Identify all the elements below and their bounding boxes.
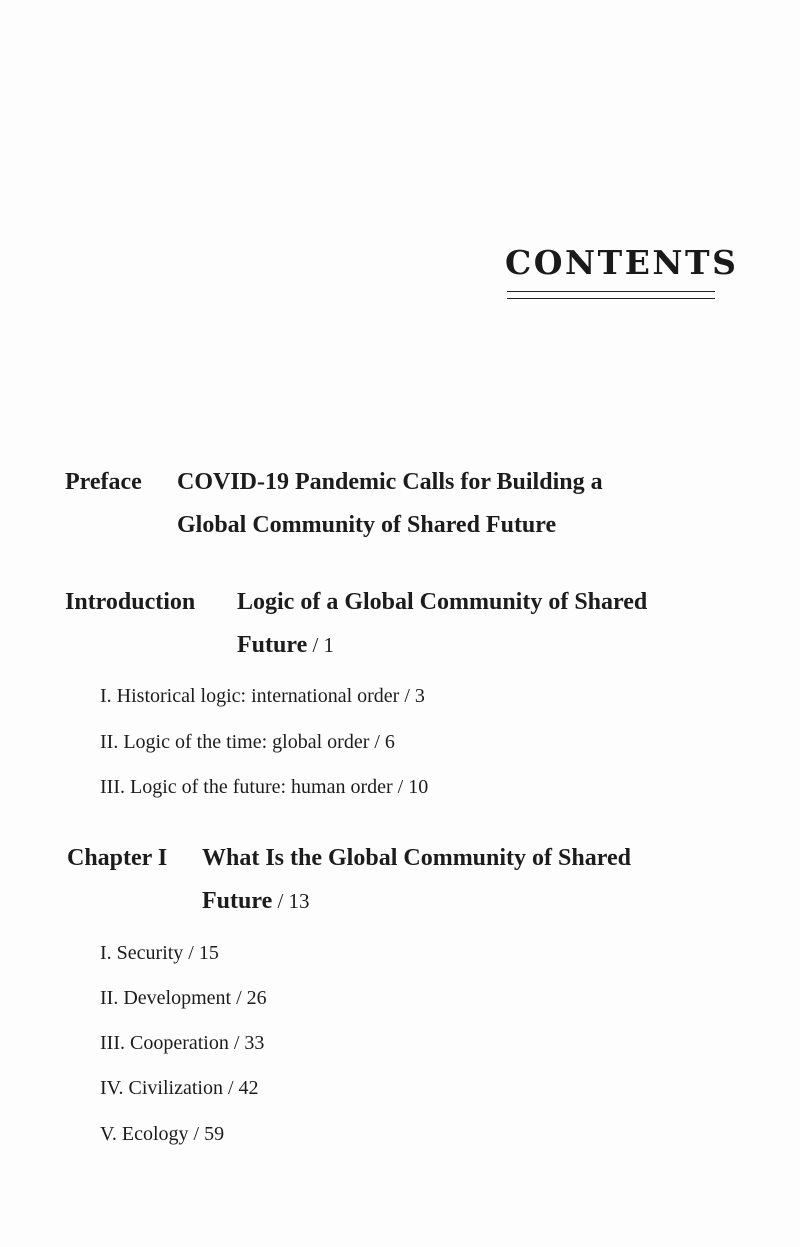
introduction-item-2: II. Logic of the time: global order / 6: [100, 731, 395, 753]
chapter1-label: Chapter I: [67, 845, 168, 871]
introduction-item-1: I. Historical logic: international order / 3: [100, 685, 425, 707]
chapter1-item-1: I. Security / 15: [100, 942, 219, 964]
chapter1-item-3: III. Cooperation / 33: [100, 1032, 265, 1054]
introduction-title-line2: [237, 630, 334, 660]
introduction-page: / 1: [307, 633, 335, 657]
chapter1-title-line2: [202, 886, 310, 916]
introduction-label: Introduction: [65, 589, 196, 615]
heading-rule-top: [507, 291, 715, 292]
chapter1-title-word: Future: [202, 888, 273, 914]
chapter1-page: / 13: [272, 889, 310, 913]
contents-heading: CONTENTS: [505, 243, 739, 282]
chapter1-item-4: IV. Civilization / 42: [100, 1077, 259, 1099]
introduction-title-line1: Logic of a Global Community of Shared: [237, 589, 648, 615]
chapter1-title-line1: What Is the Global Community of Shared: [202, 845, 631, 871]
introduction-item-3: III. Logic of the future: human order / 10: [100, 776, 429, 798]
preface-title-line1: COVID-19 Pandemic Calls for Building a: [177, 469, 603, 495]
preface-title-line2: Global Community of Shared Future: [177, 512, 557, 538]
heading-rule-bottom: [507, 298, 715, 299]
introduction-title-word: Future: [237, 632, 308, 658]
preface-label: Preface: [65, 469, 142, 495]
chapter1-item-5: V. Ecology / 59: [100, 1123, 225, 1145]
chapter1-item-2: II. Development / 26: [100, 987, 267, 1009]
